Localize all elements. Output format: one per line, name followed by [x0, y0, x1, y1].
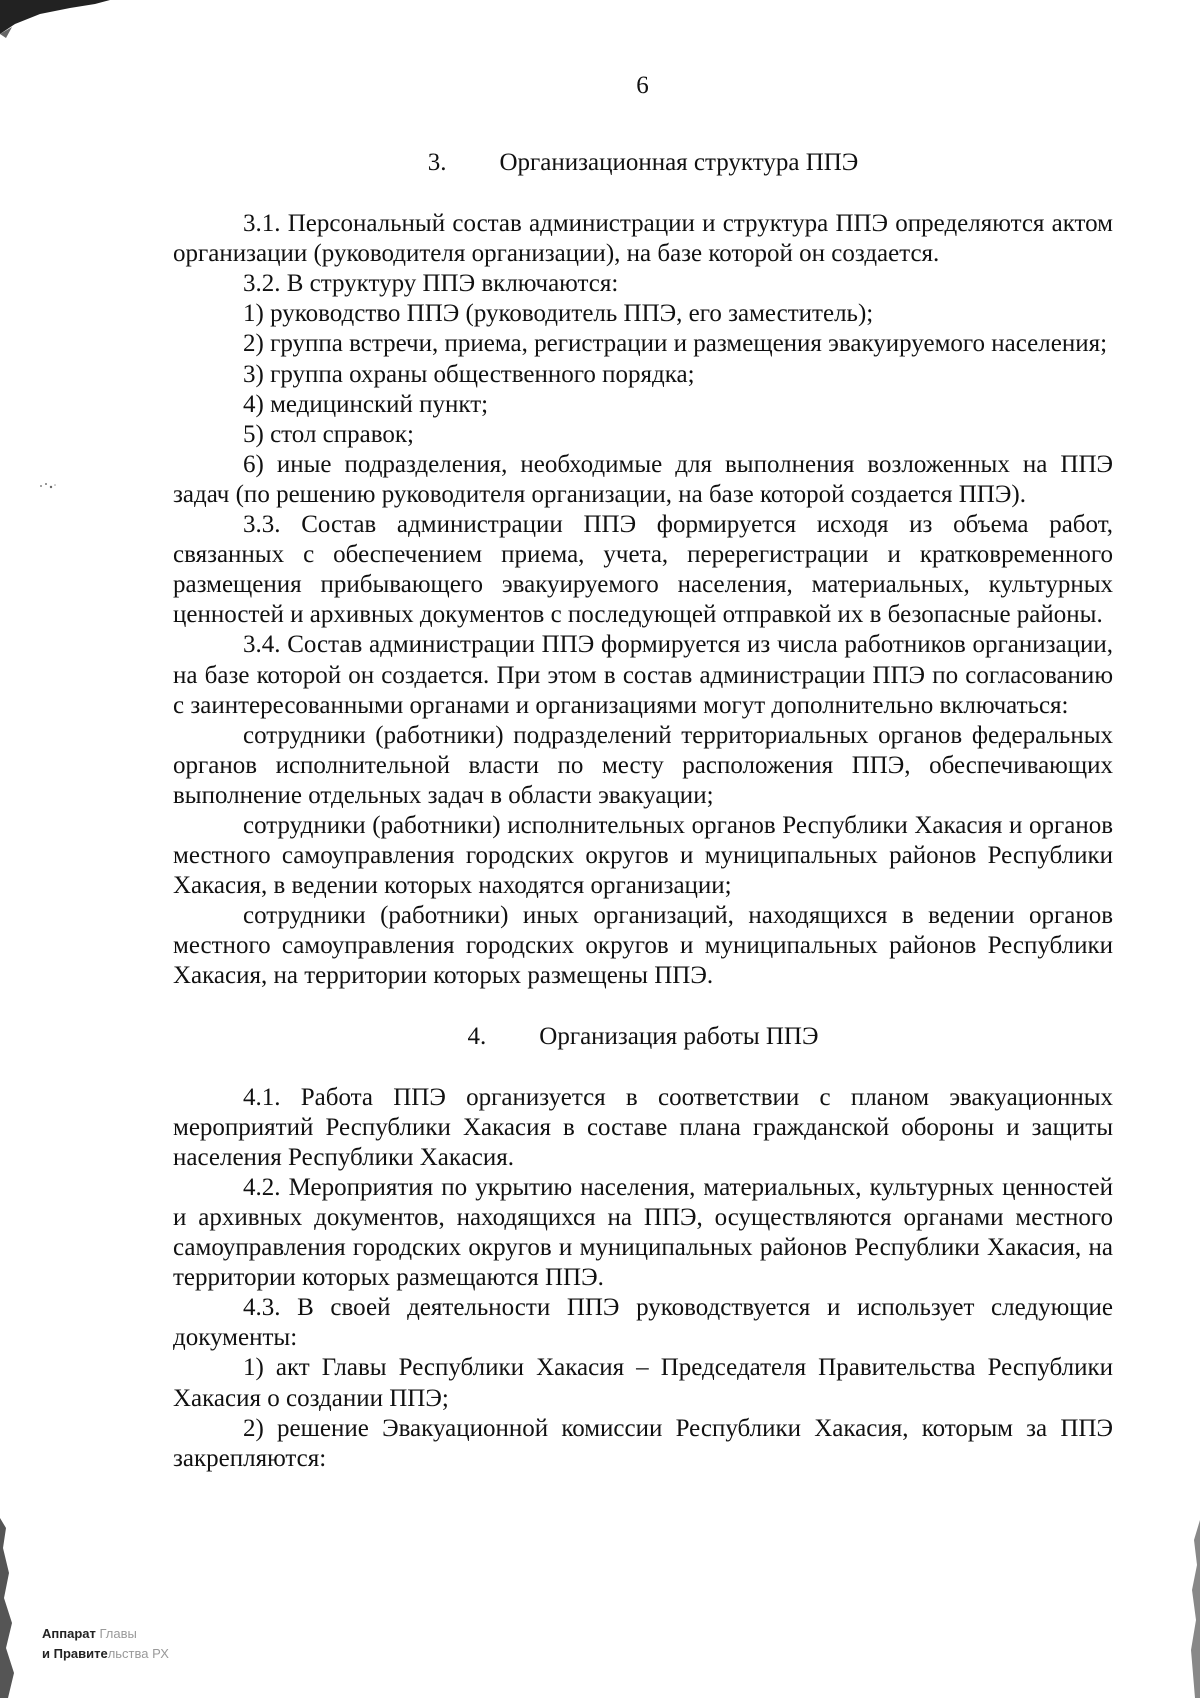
scan-corner-artifact: [0, 0, 110, 40]
stamp-line-2: [42, 1644, 169, 1664]
stamp-line-1-faint: Главы: [99, 1626, 137, 1641]
list-item-3-2-5: 5) стол справок;: [243, 420, 414, 448]
stamp-line-1: [42, 1624, 169, 1644]
paragraph-4-1: 4.1. Работа ППЭ организуется в соответствии с планом эвакуационных мероприятий Республики Хакасия в составе плана гражданской обороны и защиты населения Республики Хакасия.: [173, 1083, 1113, 1171]
paragraph-4-3: 4.3. В своей деятельности ППЭ руководствуется и использует следующие документы:: [173, 1294, 1113, 1352]
document-body: [173, 148, 1113, 1474]
scan-left-edge: [0, 1518, 24, 1698]
list-item-3-4-b: сотрудники (работники) исполнительных органов Республики Хакасия и органов местного самоуправления городских округов и муниципальных районов Республики Хакасия, в ведении которых находятся организации;: [173, 811, 1113, 900]
scan-right-edge: [1182, 1520, 1200, 1698]
list-item-3-4-a: сотрудники (работники) подразделений территориальных органов федеральных органов исполнительной власти по месту расположения ППЭ, обеспечивающих выполнение отдельных задач в области эвакуации;: [173, 721, 1113, 809]
stamp-line-1-strong: Аппарат: [42, 1626, 96, 1641]
paragraph-3-3: 3.3. Состав администрации ППЭ формируется исходя из объема работ, связанных с обеспечением приема, учета, перерегистрации и кратковременного размещения прибывающего эвакуируемого населения, материальных, культурных ценностей и архивных документов с последующей отправкой их в безопасные районы.: [173, 511, 1113, 629]
list-item-4-3-2: 2) решение Эвакуационной комиссии Республики Хакасия, которым за ППЭ закрепляются:: [173, 1414, 1113, 1472]
section-3-heading: [173, 148, 1113, 178]
paragraph-3-1: 3.1. Персональный состав администрации и структура ППЭ определяются актом организации (руководителя организации), на базе которой он создается.: [173, 210, 1113, 268]
scan-noise: [38, 480, 58, 492]
paragraph-3-2: 3.2. В структуру ППЭ включаются:: [243, 270, 619, 298]
paragraph-4-2: 4.2. Мероприятия по укрытию населения, материальных, культурных ценностей и архивных документов, находящихся на ППЭ, осуществляются органами местного самоуправления городских округов и муниципальных районов Республики Хакасия, на территории которых размещаются ППЭ.: [173, 1173, 1113, 1292]
section-3-number: 3.: [427, 149, 447, 176]
stamp-line-2-faint: льства РХ: [107, 1646, 169, 1661]
list-item-3-2-6: 6) иные подразделения, необходимые для выполнения возложенных на ППЭ задач (по решению руководителя организации, на базе которой создается ППЭ).: [173, 450, 1113, 508]
list-item-3-2-4: 4) медицинский пункт;: [243, 390, 489, 418]
page-number: 6: [636, 72, 649, 99]
list-item-3-2-2: 2) группа встречи, приема, регистрации и размещения эвакуируемого населения;: [243, 330, 1108, 358]
section-4-number: 4.: [467, 1022, 487, 1050]
section-3-title: Организационная структура ППЭ: [499, 149, 859, 176]
list-item-3-2-1: 1) руководство ППЭ (руководитель ППЭ, его заместитель);: [243, 300, 874, 328]
list-item-3-2-3: 3) группа охраны общественного порядка;: [243, 360, 695, 388]
list-item-3-4-c: сотрудники (работники) иных организаций, находящихся в ведении органов местного самоуправления городских округов и муниципальных районов Республики Хакасия, на территории которых размещены ППЭ.: [173, 902, 1113, 990]
section-4-title: Организация работы ППЭ: [539, 1022, 819, 1050]
section-4-heading: [173, 1022, 1113, 1052]
office-stamp: [42, 1624, 169, 1664]
paragraph-3-4: 3.4. Состав администрации ППЭ формируется из числа работников организации, на базе которой он создается. При этом в состав администрации ППЭ по согласованию с заинтересованными органами и организациями могут дополнительно включаться:: [173, 631, 1113, 719]
list-item-4-3-1: 1) акт Главы Республики Хакасия – Председателя Правительства Республики Хакасия о создании ППЭ;: [173, 1354, 1113, 1412]
stamp-line-2-strong: и Правите: [42, 1646, 108, 1661]
